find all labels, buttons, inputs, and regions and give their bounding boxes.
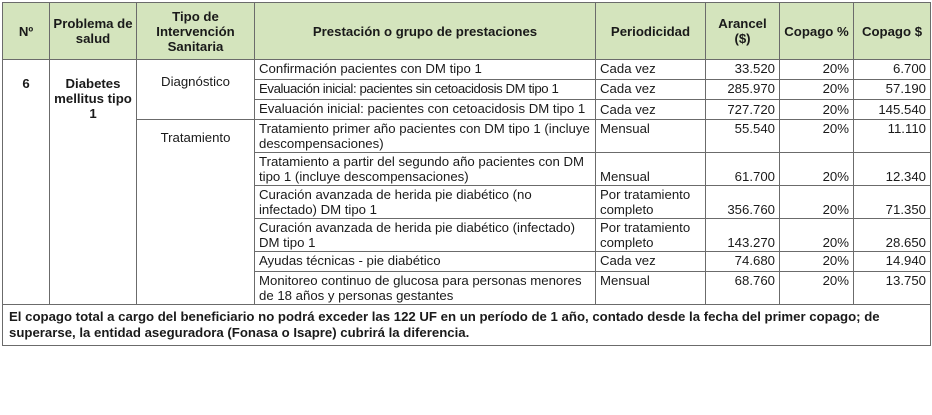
arancel-cell: 74.680	[706, 252, 780, 272]
copago-table	[2, 2, 931, 346]
periodicidad-cell: Cada vez	[596, 80, 706, 100]
arancel-cell: 33.520	[706, 60, 780, 80]
copago-amt-cell: 28.650	[854, 219, 931, 252]
periodicidad-cell: Mensual	[596, 120, 706, 153]
copago-pct-cell: 20%	[780, 120, 854, 153]
copago-amt-cell: 11.110	[854, 120, 931, 153]
periodicidad-cell: Por tratamiento completo	[596, 186, 706, 219]
header-tipo: Tipo de Intervención Sanitaria	[137, 3, 255, 60]
arancel-cell: 356.760	[706, 186, 780, 219]
periodicidad-cell: Mensual	[596, 153, 706, 186]
copago-pct-cell: 20%	[780, 100, 854, 120]
prestacion-cell: Monitoreo continuo de glucosa para personas menores de 18 años y personas gestantes	[255, 272, 596, 305]
copago-amt-cell: 71.350	[854, 186, 931, 219]
copago-amt-cell: 6.700	[854, 60, 931, 80]
table-row	[3, 120, 931, 153]
tipo-diagnostico: Diagnóstico	[137, 60, 255, 120]
header-num: Nº	[3, 3, 50, 60]
header-problema: Problema de salud	[50, 3, 137, 60]
periodicidad-cell: Cada vez	[596, 100, 706, 120]
copago-pct-cell: 20%	[780, 153, 854, 186]
prestacion-cell: Confirmación pacientes con DM tipo 1	[255, 60, 596, 80]
periodicidad-cell: Cada vez	[596, 60, 706, 80]
copago-pct-cell: 20%	[780, 272, 854, 305]
copago-amt-cell: 14.940	[854, 252, 931, 272]
copago-amt-cell: 12.340	[854, 153, 931, 186]
copago-limit-note: El copago total a cargo del beneficiario no podrá exceder las 122 UF en un período de 1 año, contado desde la fecha del primer copago; de superarse, la entidad aseguradora (Fonasa o Isapre) cubrirá la diferencia.	[3, 305, 931, 346]
periodicidad-cell: Mensual	[596, 272, 706, 305]
arancel-cell: 68.760	[706, 272, 780, 305]
tipo-tratamiento: Tratamiento	[137, 120, 255, 305]
copago-pct-cell: 20%	[780, 80, 854, 100]
header-copago-amt: Copago $	[854, 3, 931, 60]
group-problema: Diabetes mellitus tipo 1	[50, 60, 137, 305]
periodicidad-cell: Cada vez	[596, 252, 706, 272]
prestacion-cell: Curación avanzada de herida pie diabético (no infectado) DM tipo 1	[255, 186, 596, 219]
arancel-cell: 285.970	[706, 80, 780, 100]
copago-pct-cell: 20%	[780, 60, 854, 80]
arancel-cell: 55.540	[706, 120, 780, 153]
header-arancel: Arancel ($)	[706, 3, 780, 60]
header-prestacion: Prestación o grupo de prestaciones	[255, 3, 596, 60]
arancel-cell: 143.270	[706, 219, 780, 252]
prestacion-cell: Evaluación inicial: pacientes sin cetoacidosis DM tipo 1	[255, 80, 596, 100]
arancel-cell: 61.700	[706, 153, 780, 186]
periodicidad-cell: Por tratamiento completo	[596, 219, 706, 252]
copago-pct-cell: 20%	[780, 252, 854, 272]
copago-amt-cell: 145.540	[854, 100, 931, 120]
copago-pct-cell: 20%	[780, 186, 854, 219]
header-row	[3, 3, 931, 60]
header-periodicidad: Periodicidad	[596, 3, 706, 60]
prestacion-cell: Ayudas técnicas - pie diabético	[255, 252, 596, 272]
copago-pct-cell: 20%	[780, 219, 854, 252]
table-row	[3, 60, 931, 80]
copago-amt-cell: 57.190	[854, 80, 931, 100]
note-row	[3, 305, 931, 346]
prestacion-cell: Evaluación inicial: pacientes con cetoacidosis DM tipo 1	[255, 100, 596, 120]
copago-amt-cell: 13.750	[854, 272, 931, 305]
header-copago-pct: Copago %	[780, 3, 854, 60]
arancel-cell: 727.720	[706, 100, 780, 120]
prestacion-cell: Tratamiento primer año pacientes con DM tipo 1 (incluye descompensaciones)	[255, 120, 596, 153]
group-number: 6	[3, 60, 50, 305]
prestacion-cell: Tratamiento a partir del segundo año pacientes con DM tipo 1 (incluye descompensaciones)	[255, 153, 596, 186]
prestacion-cell: Curación avanzada de herida pie diabético (infectado) DM tipo 1	[255, 219, 596, 252]
